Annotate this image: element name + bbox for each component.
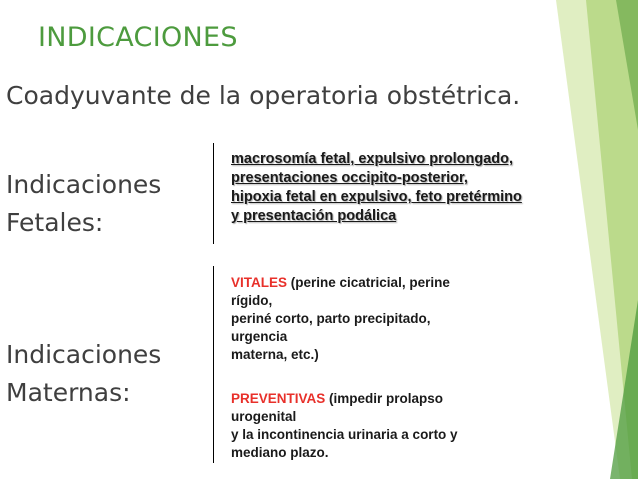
fetal-text-line: macrosomía fetal, expulsivo prolongado,	[231, 151, 514, 167]
maternal-label-line-2: Maternas:	[6, 378, 131, 407]
fetal-text-line: y presentación podálica	[231, 208, 397, 224]
deco-wedge-light	[556, 0, 638, 479]
deco-wedge-mid	[586, 0, 638, 479]
deco-wedge-dark-top	[616, 0, 638, 130]
vitales-heading: VITALES	[231, 275, 288, 290]
vitales-text-line: (perine cicatricial, perine	[287, 275, 450, 290]
slide-title: INDICACIONES	[38, 22, 238, 53]
preventivas-heading: PREVENTIVAS	[231, 391, 326, 406]
preventivas-indications-block	[231, 390, 531, 462]
vitales-text-line: rígido,	[231, 293, 273, 308]
vitales-text-line: urgencia	[231, 329, 288, 344]
preventivas-text-line: urogenital	[231, 409, 297, 424]
preventivas-first-line	[231, 390, 531, 408]
vitales-first-line	[231, 274, 531, 292]
preventivas-text-line: (impedir prolapso	[325, 391, 444, 406]
fetal-text-line: hipoxia fetal en expulsivo, feto pretérmino	[231, 189, 522, 205]
preventivas-text-line: mediano plazo.	[231, 445, 329, 460]
fetal-indications-label	[6, 166, 161, 242]
vitales-indications-block	[231, 274, 531, 364]
vitales-text-line: materna, etc.)	[231, 347, 319, 362]
fetal-label-line-2: Fetales:	[6, 208, 104, 237]
fetal-divider-line	[213, 143, 214, 244]
fetal-indications-text	[231, 150, 571, 226]
deco-wedge-dark-bottom	[610, 300, 638, 479]
fetal-text-line: presentaciones occipito-posterior,	[231, 170, 468, 186]
fetal-label-line-1: Indicaciones	[6, 170, 162, 199]
vitales-text-line: periné corto, parto precipitado,	[231, 311, 431, 326]
preventivas-text-line: y la incontinencia urinaria a corto y	[231, 427, 458, 442]
maternal-divider-line	[213, 266, 214, 463]
maternal-label-line-1: Indicaciones	[6, 340, 162, 369]
maternal-indications-label	[6, 336, 161, 412]
slide-subtitle: Coadyuvante de la operatoria obstétrica.	[6, 81, 521, 110]
